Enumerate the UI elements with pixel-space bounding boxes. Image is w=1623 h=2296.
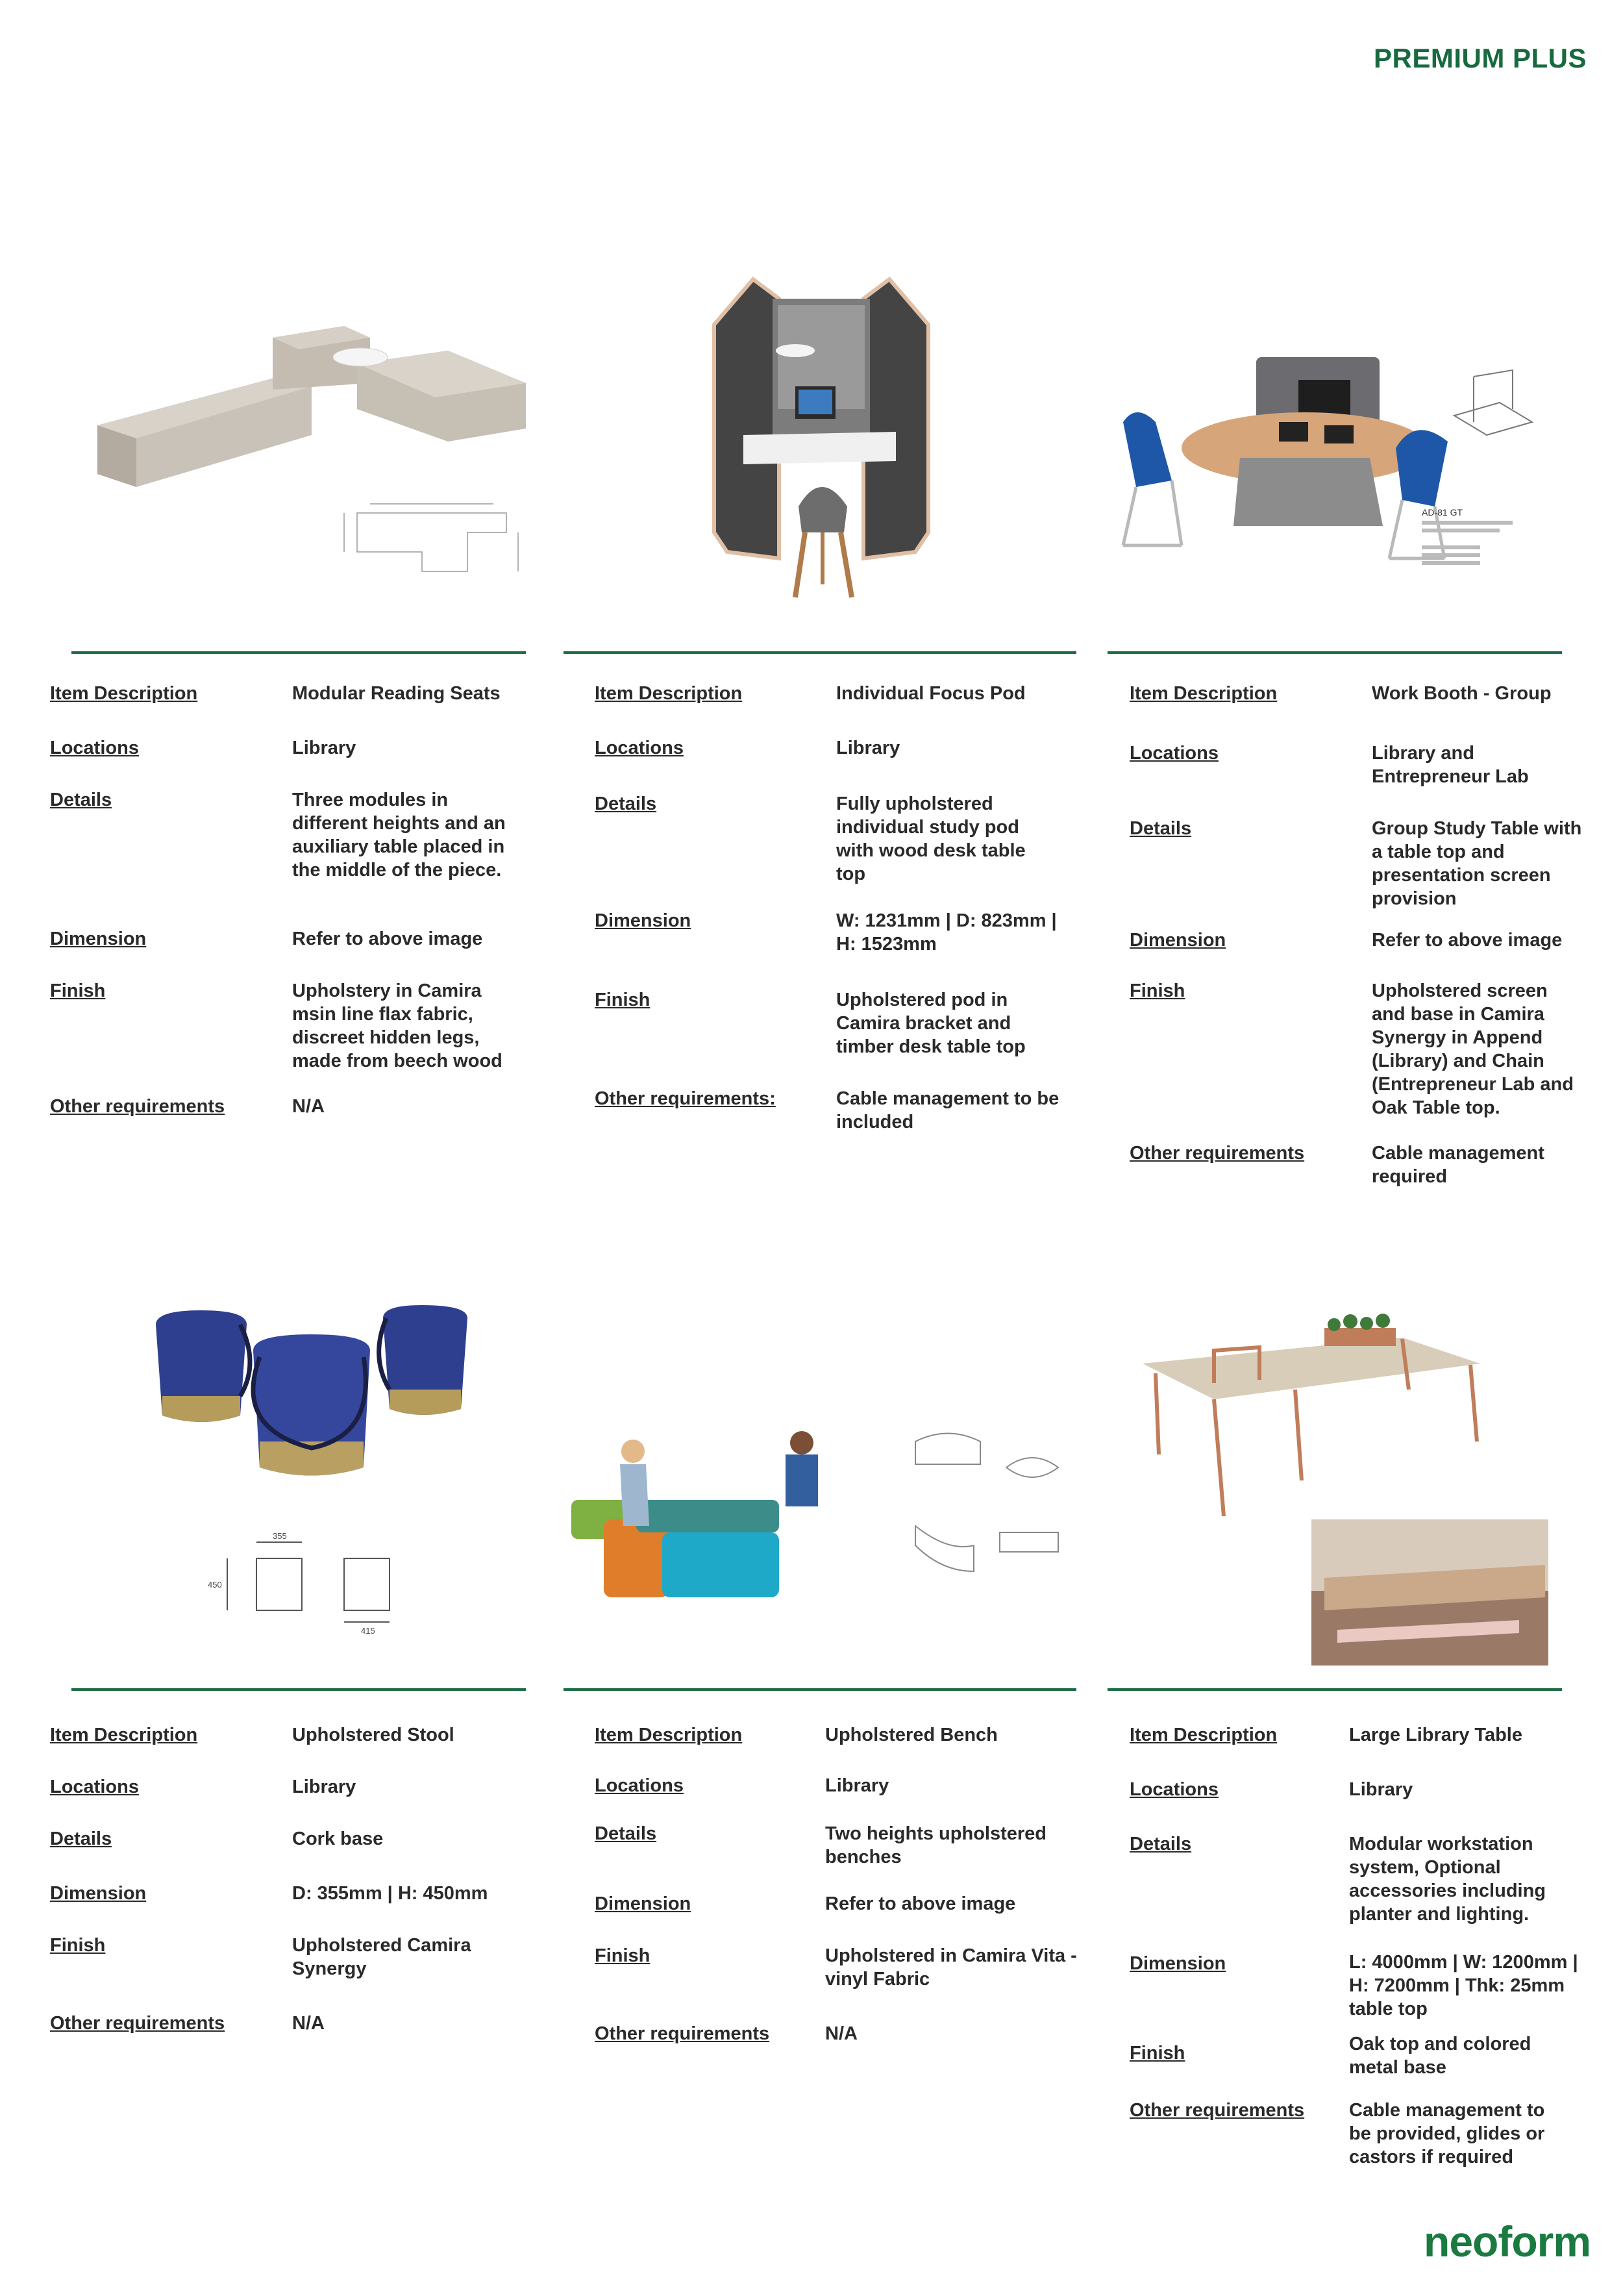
item-description-value: Modular Reading Seats <box>292 683 501 704</box>
dimension-value: L: 4000mm | W: 1200mm | H: 7200mm | Thk: 25mm table top <box>1349 1952 1578 2019</box>
dimension-value: Refer to above image <box>825 1893 1016 1914</box>
item-description-label: Item Description <box>595 683 743 704</box>
details-label: Details <box>1130 1834 1192 1854</box>
item-description-label: Item Description <box>50 683 198 704</box>
details-value: Modular workstation system, Optional accessories including planter and lighting. <box>1349 1834 1546 1925</box>
other-requirements-label: Other requirements <box>1130 2100 1305 2121</box>
finish-value: Upholstered in Camira Vita - vinyl Fabric <box>825 1945 1077 1990</box>
dimension-label: Dimension <box>1130 930 1226 951</box>
stool-top-dimension: 355 <box>273 1531 287 1541</box>
details-value: Fully upholstered individual study pod with wood desk table top <box>836 793 1026 884</box>
item-description-value: Individual Focus Pod <box>836 683 1026 704</box>
section-divider <box>71 651 526 654</box>
section-divider <box>1108 651 1562 654</box>
finish-label: Finish <box>50 980 106 1001</box>
dimension-label: Dimension <box>1130 1953 1226 1974</box>
locations-value: Library <box>825 1775 889 1796</box>
finish-label: Finish <box>595 990 650 1010</box>
other-requirements-value: Cable management to be included <box>836 1088 1059 1132</box>
details-label: Details <box>50 1828 112 1849</box>
details-value: Group Study Table with a table top and presentation screen provision <box>1372 818 1582 909</box>
details-value: Three modules in different heights and an auxiliary table placed in the middle of the piece. <box>292 790 506 880</box>
large-library-table-image <box>1130 1292 1558 1669</box>
item-description-label: Item Description <box>50 1725 198 1745</box>
neoform-logo: neoform <box>1424 2217 1591 2265</box>
other-requirements-value: N/A <box>292 2013 325 2034</box>
dimension-value: Refer to above image <box>1372 930 1563 951</box>
finish-value: Oak top and colored metal base <box>1349 2034 1531 2078</box>
other-requirements-label: Other requirements <box>50 2013 225 2034</box>
locations-value: Library and Entrepreneur Lab <box>1372 743 1529 787</box>
item-description-label: Item Description <box>595 1725 743 1745</box>
dimension-label: Dimension <box>50 1883 147 1904</box>
other-requirements-value: Cable management required <box>1372 1143 1544 1187</box>
locations-label: Locations <box>595 738 684 758</box>
locations-value: Library <box>1349 1779 1413 1800</box>
finish-value: Upholstered pod in Camira bracket and timber desk table top <box>836 990 1026 1057</box>
item-description-value: Upholstered Stool <box>292 1725 454 1745</box>
locations-label: Locations <box>50 1777 139 1797</box>
locations-value: Library <box>292 1777 356 1797</box>
dimension-value: D: 355mm | H: 450mm <box>292 1883 488 1904</box>
details-value: Cork base <box>292 1828 384 1849</box>
upholstered-stool-image <box>143 1299 506 1656</box>
finish-value: Upholstered Camira Synergy <box>292 1935 471 1979</box>
locations-label: Locations <box>1130 1779 1219 1800</box>
other-requirements-label: Other requirements <box>50 1096 225 1117</box>
other-requirements-value: N/A <box>292 1096 325 1117</box>
item-description-value: Large Library Table <box>1349 1725 1522 1745</box>
section-divider <box>564 1688 1076 1691</box>
work-booth-group-image <box>1110 351 1552 597</box>
dimension-label: Dimension <box>595 1893 691 1914</box>
details-label: Details <box>1130 818 1192 839</box>
details-label: Details <box>595 793 657 814</box>
locations-label: Locations <box>595 1775 684 1796</box>
locations-label: Locations <box>1130 743 1219 764</box>
item-description-value: Upholstered Bench <box>825 1725 998 1745</box>
dimension-value: W: 1231mm | D: 823mm | H: 1523mm <box>836 910 1057 955</box>
finish-label: Finish <box>50 1935 106 1956</box>
booth-model-code: AD-81 GT <box>1422 507 1463 518</box>
locations-value: Library <box>836 738 900 758</box>
finish-label: Finish <box>1130 980 1185 1001</box>
finish-label: Finish <box>1130 2043 1185 2064</box>
finish-value: Upholstered screen and base in Camira Synergy in Append (Library) and Chain (Entrepreneur Lab and Oak Table top. <box>1372 980 1574 1118</box>
dimension-label: Dimension <box>50 929 147 949</box>
upholstered-bench-image <box>558 1403 1091 1623</box>
locations-value: Library <box>292 738 356 758</box>
other-requirements-value: N/A <box>825 2023 858 2044</box>
stool-side-dimension: 450 <box>208 1580 222 1590</box>
section-divider <box>71 1688 526 1691</box>
other-requirements-value: Cable management to be provided, glides or castors if required <box>1349 2100 1545 2167</box>
details-label: Details <box>50 790 112 810</box>
other-requirements-label: Other requirements <box>1130 1143 1305 1164</box>
other-requirements-label: Other requirements: <box>595 1088 776 1109</box>
individual-focus-pod-image <box>701 273 941 617</box>
section-divider <box>564 651 1076 654</box>
finish-value: Upholstery in Camira msin line flax fabric, discreet hidden legs, made from beech wood <box>292 980 502 1071</box>
details-value: Two heights upholstered benches <box>825 1823 1047 1867</box>
modular-reading-seats-image <box>84 312 539 610</box>
section-divider <box>1108 1688 1562 1691</box>
item-description-label: Item Description <box>1130 683 1278 704</box>
dimension-value: Refer to above image <box>292 929 483 949</box>
details-label: Details <box>595 1823 657 1844</box>
stool-bottom-dimension: 415 <box>361 1626 375 1636</box>
dimension-label: Dimension <box>595 910 691 931</box>
locations-label: Locations <box>50 738 139 758</box>
other-requirements-label: Other requirements <box>595 2023 770 2044</box>
page-title: PREMIUM PLUS <box>1373 43 1587 73</box>
item-description-value: Work Booth - Group <box>1372 683 1552 704</box>
finish-label: Finish <box>595 1945 650 1966</box>
item-description-label: Item Description <box>1130 1725 1278 1745</box>
